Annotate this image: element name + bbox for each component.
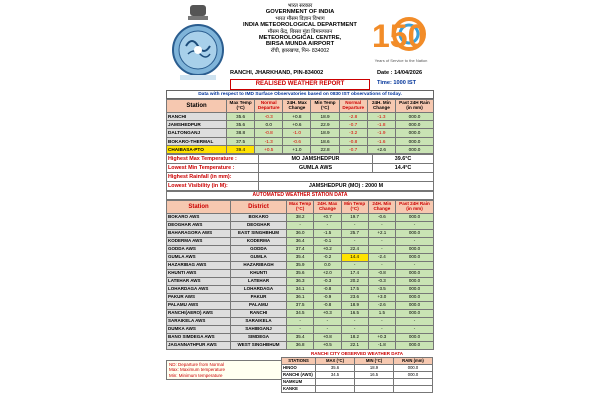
aws-value-cell: - [314, 221, 341, 229]
lowest-visibility-row [167, 181, 434, 190]
lowest-visibility-label: Lowest Visibility (in M): [167, 181, 259, 190]
ranchi-header-cell: MAX (°C) [316, 357, 355, 364]
ranchi-station-name: HINOO [282, 364, 316, 371]
surface-value-cell: -0.8 [255, 129, 283, 137]
ranchi-station-name: RANCHI (AWS) [282, 371, 316, 378]
header-text [226, 3, 374, 54]
surface-value-cell: +1.0 [283, 145, 311, 153]
aws-table-row [167, 301, 434, 309]
ranchi-value-cell: 000.0 [394, 371, 433, 378]
aws-value-cell: - [341, 317, 368, 325]
aws-value-cell: +0.3 [368, 333, 395, 341]
surface-header-cell: 24H. Max Change [283, 100, 311, 113]
ranchi-value-cell: 18.9 [355, 364, 394, 371]
government-of-india: GOVERNMENT OF INDIA [265, 9, 335, 16]
aws-value-cell: 18.9 [341, 301, 368, 309]
aws-value-cell: -0.3 [368, 277, 395, 285]
ranchi-city-row [282, 364, 433, 371]
bottom-section [164, 350, 436, 390]
aws-table-row [167, 229, 434, 237]
aws-header-row [167, 200, 434, 213]
station-name: BOKARO-THERMAL [167, 137, 227, 145]
aws-value-cell: +2.1 [368, 229, 395, 237]
aws-value-cell: 000.0 [396, 293, 434, 301]
aws-value-cell: 22.1 [341, 341, 368, 349]
aws-station-name: BOKARO AWS [167, 213, 231, 221]
aws-value-cell: - [396, 261, 434, 269]
ranchi-value-cell: 35.6 [316, 364, 355, 371]
aws-header-cell: Past 24H Rain (in mm) [396, 200, 434, 213]
aws-table-row [167, 277, 434, 285]
aws-value-cell: +0.3 [314, 309, 341, 317]
surface-table-row [167, 121, 434, 129]
highest-rain-value [259, 172, 434, 181]
surface-header-cell: Normal Departure [255, 100, 283, 113]
ranchi-city-table [281, 357, 433, 393]
report-title: REALISED WEATHER REPORT [230, 79, 370, 90]
surface-value-cell: -0.8 [339, 137, 367, 145]
lowest-min-value: 14.4°C [373, 163, 434, 172]
aws-table-row [167, 325, 434, 333]
aws-value-cell: 16.5 [341, 309, 368, 317]
aws-table-row [167, 285, 434, 293]
aws-value-cell: 0.0 [314, 261, 341, 269]
hindi-met-centre: मौसम केंद्र, बिरसा मुंडा विमानपत्तन [267, 28, 333, 35]
aws-district: KHUNTI [231, 269, 287, 277]
aws-district: EAST SINGHBHUM [231, 229, 287, 237]
aws-value-cell: 34.1 [287, 285, 314, 293]
surface-value-cell: 0.0 [255, 121, 283, 129]
ranchi-header-cell: RAIN (mm) [394, 357, 433, 364]
aws-value-cell: +0.7 [314, 213, 341, 221]
ranchi-value-cell: 000.0 [394, 364, 433, 371]
aws-value-cell: 37.4 [287, 245, 314, 253]
aws-value-cell: - [368, 261, 395, 269]
imd-name: INDIA METEOROLOGICAL DEPARTMENT [243, 22, 357, 29]
aws-district: SIMDEGA [231, 333, 287, 341]
aws-value-cell: 000.0 [396, 301, 434, 309]
ranchi-city-section [281, 351, 433, 393]
aws-district: SAHIBGANJ [231, 325, 287, 333]
surface-value-cell: 22.8 [311, 145, 339, 153]
aws-value-cell: +2.0 [314, 269, 341, 277]
surface-value-cell: -2.8 [339, 113, 367, 121]
ranchi-header-cell: MIN (°C) [355, 357, 394, 364]
aws-district: PAKUR [231, 293, 287, 301]
aws-header-cell: 24H. Min Change [368, 200, 395, 213]
surface-value-cell: 35.6 [227, 121, 255, 129]
ranchi-value-cell: 16.5 [355, 371, 394, 378]
ranchi-header-cell: STATIONS [282, 357, 316, 364]
aws-value-cell: -0.8 [314, 301, 341, 309]
aws-district: HAZARIBAGH [231, 261, 287, 269]
aws-value-cell: 35.4 [287, 253, 314, 261]
surface-value-cell: -1.8 [367, 121, 395, 129]
surface-value-cell: +0.5 [255, 145, 283, 153]
aws-value-cell: - [287, 325, 314, 333]
aws-value-cell: -0.6 [368, 213, 395, 221]
aws-district: SARAIKELA [231, 317, 287, 325]
logo-caption: Years of Service to the Nation [374, 58, 428, 63]
aws-value-cell: -3.5 [368, 285, 395, 293]
lowest-min-label: Lowest Min Temperature : [167, 163, 259, 172]
ranchi-city-header-row [282, 357, 433, 364]
aws-table-row [167, 317, 434, 325]
surface-table-row [167, 129, 434, 137]
airport-name: BIRSA MUNDA AIRPORT [265, 41, 335, 48]
surface-value-cell: +0.8 [283, 113, 311, 121]
aws-table-row [167, 261, 434, 269]
aws-value-cell: 36.1 [287, 293, 314, 301]
aws-station-name: JAGANNATHPUR AWS [167, 341, 231, 349]
aws-value-cell: -0.8 [314, 285, 341, 293]
aws-value-cell: - [368, 325, 395, 333]
aws-value-cell: -1.5 [314, 229, 341, 237]
surface-value-cell: -0.3 [255, 113, 283, 121]
aws-value-cell: 14.4 [341, 253, 368, 261]
surface-value-cell: -0.7 [339, 121, 367, 129]
aws-district: PALAMU [231, 301, 287, 309]
logo-number: 150 [372, 18, 426, 54]
aws-station-name: DEOGHAR AWS [167, 221, 231, 229]
aws-value-cell: 19.7 [341, 213, 368, 221]
aws-value-cell: 34.5 [287, 309, 314, 317]
aws-value-cell: - [396, 317, 434, 325]
surface-value-cell: -1.0 [283, 129, 311, 137]
highest-max-station: MO JAMSHEDPUR [259, 154, 373, 163]
met-centre: METEOROLOGICAL CENTRE, [258, 35, 342, 42]
highest-max-row [167, 154, 434, 163]
report-date: Date : 14/04/2026 [377, 70, 423, 76]
aws-station-name: KHUNTI AWS [167, 269, 231, 277]
aws-table-row [167, 237, 434, 245]
surface-value-cell: 22.9 [311, 121, 339, 129]
aws-value-cell: -0.2 [314, 253, 341, 261]
aws-value-cell: - [341, 237, 368, 245]
aws-value-cell: -0.3 [314, 277, 341, 285]
surface-value-cell: 000.0 [396, 129, 434, 137]
surface-value-cell: 000.0 [396, 113, 434, 121]
aws-station-name: PALAMU AWS [167, 301, 231, 309]
surface-table-row [167, 145, 434, 153]
aws-value-cell: 22.4 [341, 245, 368, 253]
aws-value-cell: 36.0 [287, 229, 314, 237]
aws-value-cell: - [396, 237, 434, 245]
aws-value-cell: +0.8 [314, 333, 341, 341]
surface-header-cell: Min Temp (°C) [311, 100, 339, 113]
surface-value-cell: 18.9 [311, 113, 339, 121]
aws-table-row [167, 221, 434, 229]
highest-max-label: Highest Max Temperature : [167, 154, 259, 163]
aws-value-cell: -2.6 [368, 301, 395, 309]
aws-station-name: LATEHAR AWS [167, 277, 231, 285]
surface-value-cell: -1.3 [367, 113, 395, 121]
ranchi-value-cell [355, 385, 394, 392]
aws-value-cell: 35.9 [287, 261, 314, 269]
surface-value-cell: 37.5 [227, 137, 255, 145]
ranchi-value-cell [316, 385, 355, 392]
aws-value-cell: 000.0 [396, 285, 434, 293]
aws-district: BOKARO [231, 213, 287, 221]
ranchi-station-name: NAMKUM [282, 378, 316, 385]
aws-table [166, 200, 434, 350]
aws-value-cell: -0.9 [314, 293, 341, 301]
surface-value-cell: -1.3 [255, 137, 283, 145]
aws-value-cell: - [368, 221, 395, 229]
aws-value-cell: - [396, 325, 434, 333]
legend-line-max: Max: Maximum temperature [169, 367, 226, 373]
aws-district: DEOGHAR [231, 221, 287, 229]
highest-max-value: 39.6°C [373, 154, 434, 163]
aws-district: LOHARDAGA [231, 285, 287, 293]
aws-table-row [167, 333, 434, 341]
aws-district: LATEHAR [231, 277, 287, 285]
surface-value-cell: -1.9 [367, 129, 395, 137]
aws-value-cell: 37.5 [287, 301, 314, 309]
surface-value-cell: 18.6 [311, 137, 339, 145]
aws-value-cell: 36.4 [287, 237, 314, 245]
aws-table-row [167, 253, 434, 261]
ranchi-city-title: RANCHI CITY OBSERVED WEATHER DATA [310, 350, 404, 356]
aws-district: WEST SINGHBHUM [231, 341, 287, 349]
ranchi-value-cell [394, 385, 433, 392]
aws-value-cell: - [341, 325, 368, 333]
aws-value-cell: 000.0 [396, 341, 434, 349]
aws-value-cell: - [341, 261, 368, 269]
aws-header-cell: District [231, 200, 287, 213]
report-time: Time: 1000 IST [377, 80, 417, 86]
station-name: RANCHI [167, 113, 227, 121]
aws-station-name: BANO SIMDEGA AWS [167, 333, 231, 341]
surface-header-cell: 24H. Min Change [367, 100, 395, 113]
aws-value-cell: 25.7 [341, 229, 368, 237]
aws-value-cell: -0.8 [368, 269, 395, 277]
aws-header-cell: 24H. Max Change [314, 200, 341, 213]
aws-header-cell: Min Temp (°C) [341, 200, 368, 213]
aws-value-cell: +0.2 [314, 245, 341, 253]
lowest-min-station: GUMLA AWS [259, 163, 373, 172]
aws-value-cell: 23.6 [341, 293, 368, 301]
aws-header-cell: Max Temp (°C) [287, 200, 314, 213]
aws-value-cell: 000.0 [396, 333, 434, 341]
aws-value-cell: +0.5 [314, 341, 341, 349]
aws-table-row [167, 309, 434, 317]
surface-value-cell: +2.6 [367, 145, 395, 153]
location-text: RANCHI, JHARKHAND, PIN-834002 [230, 70, 324, 76]
surface-value-cell: -0.7 [339, 145, 367, 153]
surface-table-row [167, 137, 434, 145]
aws-table-row [167, 269, 434, 277]
aws-value-cell: - [396, 221, 434, 229]
aws-district: GUMLA [231, 253, 287, 261]
aws-value-cell: 000.0 [396, 245, 434, 253]
aws-district: GODDA [231, 245, 287, 253]
surface-value-cell: 35.6 [227, 113, 255, 121]
aws-value-cell: - [368, 245, 395, 253]
imd-150-years-logo [369, 12, 433, 70]
highest-rain-label: Highest Rainfall (in mm): [167, 172, 259, 181]
surface-header-cell: Max Temp (°C) [227, 100, 255, 113]
aws-value-cell: 1.5 [368, 309, 395, 317]
aws-district: KODERMA [231, 237, 287, 245]
ranchi-city-row [282, 378, 433, 385]
aws-value-cell: 36.3 [287, 277, 314, 285]
weather-report-page [164, 0, 436, 400]
aws-value-cell: - [368, 237, 395, 245]
ranchi-value-cell: 34.5 [316, 371, 355, 378]
aws-station-name: HAZARIBAG AWS [167, 261, 231, 269]
surface-header-cell: Past 24H Rain (in mm) [396, 100, 434, 113]
aws-station-name: KODERMA AWS [167, 237, 231, 245]
station-name: CHAIBASA-PTO [167, 145, 227, 153]
aws-station-name: GUMLA AWS [167, 253, 231, 261]
aws-value-cell: 18.2 [341, 333, 368, 341]
station-name: JAMSHEDPUR [167, 121, 227, 129]
aws-value-cell: -0.1 [314, 237, 341, 245]
ranchi-value-cell [355, 378, 394, 385]
aws-value-cell: 000.0 [396, 269, 434, 277]
aws-value-cell: - [287, 317, 314, 325]
aws-header-cell: Station [167, 200, 231, 213]
surface-value-cell: -0.6 [283, 137, 311, 145]
aws-value-cell: 20.2 [341, 277, 368, 285]
aws-value-cell: 000.0 [396, 277, 434, 285]
ranchi-value-cell [316, 378, 355, 385]
legend-line-min: Min: Minimum temperature [169, 372, 223, 378]
station-name: DALTONGANJ [167, 129, 227, 137]
aws-value-cell: 000.0 [396, 229, 434, 237]
aws-station-name: GODDA AWS [167, 245, 231, 253]
aws-value-cell: -1.8 [368, 341, 395, 349]
aws-station-name: SARAIKELA AWS [167, 317, 231, 325]
aws-value-cell: - [368, 317, 395, 325]
aws-table-row [167, 341, 434, 349]
hindi-government: भारत सरकार [287, 3, 313, 9]
aws-table-row [167, 213, 434, 221]
aws-value-cell: 38.2 [287, 213, 314, 221]
aws-value-cell: 000.0 [396, 253, 434, 261]
aws-station-name: PAKUR AWS [167, 293, 231, 301]
lowest-visibility-value: JAMSHEDPUR (MO) : 2000 M [259, 181, 434, 190]
surface-value-cell: 39.4 [227, 145, 255, 153]
lowest-min-row [167, 163, 434, 172]
aws-section-title: AUTOMATED WEATHER STATION DATA [166, 191, 434, 200]
aws-station-name: RANCHI(AERO) AWS [167, 309, 231, 317]
aws-value-cell: 000.0 [396, 213, 434, 221]
aws-table-row [167, 245, 434, 253]
surface-value-cell: -1.6 [367, 137, 395, 145]
aws-value-cell: +3.0 [368, 293, 395, 301]
aws-value-cell: 36.8 [287, 341, 314, 349]
aws-value-cell: 35.6 [287, 269, 314, 277]
highest-rain-row [167, 172, 434, 181]
ranchi-city-row [282, 371, 433, 378]
extremes-table [166, 154, 434, 191]
ranchi-station-name: KANKE [282, 385, 316, 392]
aws-value-cell: - [314, 325, 341, 333]
hindi-imd: भारत मौसम विज्ञान विभाग [275, 15, 325, 22]
surface-value-cell: 18.9 [311, 129, 339, 137]
surface-observatory-table [166, 99, 434, 154]
legend-box [166, 360, 284, 380]
ranchi-city-row [282, 385, 433, 392]
ranchi-value-cell [394, 378, 433, 385]
surface-header-cell: Station [167, 100, 227, 113]
surface-section-title: Data with respect to IMD Surface Observatories based on 0830 IST observations of today. [166, 90, 434, 99]
aws-district: RANCHI [231, 309, 287, 317]
aws-station-name: BAHARAGORA AWS [167, 229, 231, 237]
aws-value-cell: 35.4 [287, 333, 314, 341]
surface-table-row [167, 113, 434, 121]
surface-value-cell: +0.6 [283, 121, 311, 129]
aws-value-cell: - [341, 221, 368, 229]
aws-table-row [167, 293, 434, 301]
aws-value-cell: 000.0 [396, 309, 434, 317]
aws-value-cell: - [287, 221, 314, 229]
aws-value-cell: - [314, 317, 341, 325]
legend-line-nd: ND: Departure from Normal [169, 361, 225, 367]
surface-value-cell: 000.0 [396, 121, 434, 129]
aws-value-cell: -2.4 [368, 253, 395, 261]
aws-value-cell: 17.4 [341, 269, 368, 277]
aws-value-cell: 17.5 [341, 285, 368, 293]
surface-value-cell: 000.0 [396, 145, 434, 153]
surface-header-cell: Normal Departure [339, 100, 367, 113]
surface-value-cell: -3.2 [339, 129, 367, 137]
surface-value-cell: 000.0 [396, 137, 434, 145]
aws-station-name: DUMKA AWS [167, 325, 231, 333]
report-header [164, 0, 436, 90]
surface-header-row [167, 100, 434, 113]
hindi-address: राँची, झारखण्ड, पिन- 834002 [270, 47, 330, 54]
aws-station-name: LOHARDAGA AWS [167, 285, 231, 293]
surface-value-cell: 38.8 [227, 129, 255, 137]
